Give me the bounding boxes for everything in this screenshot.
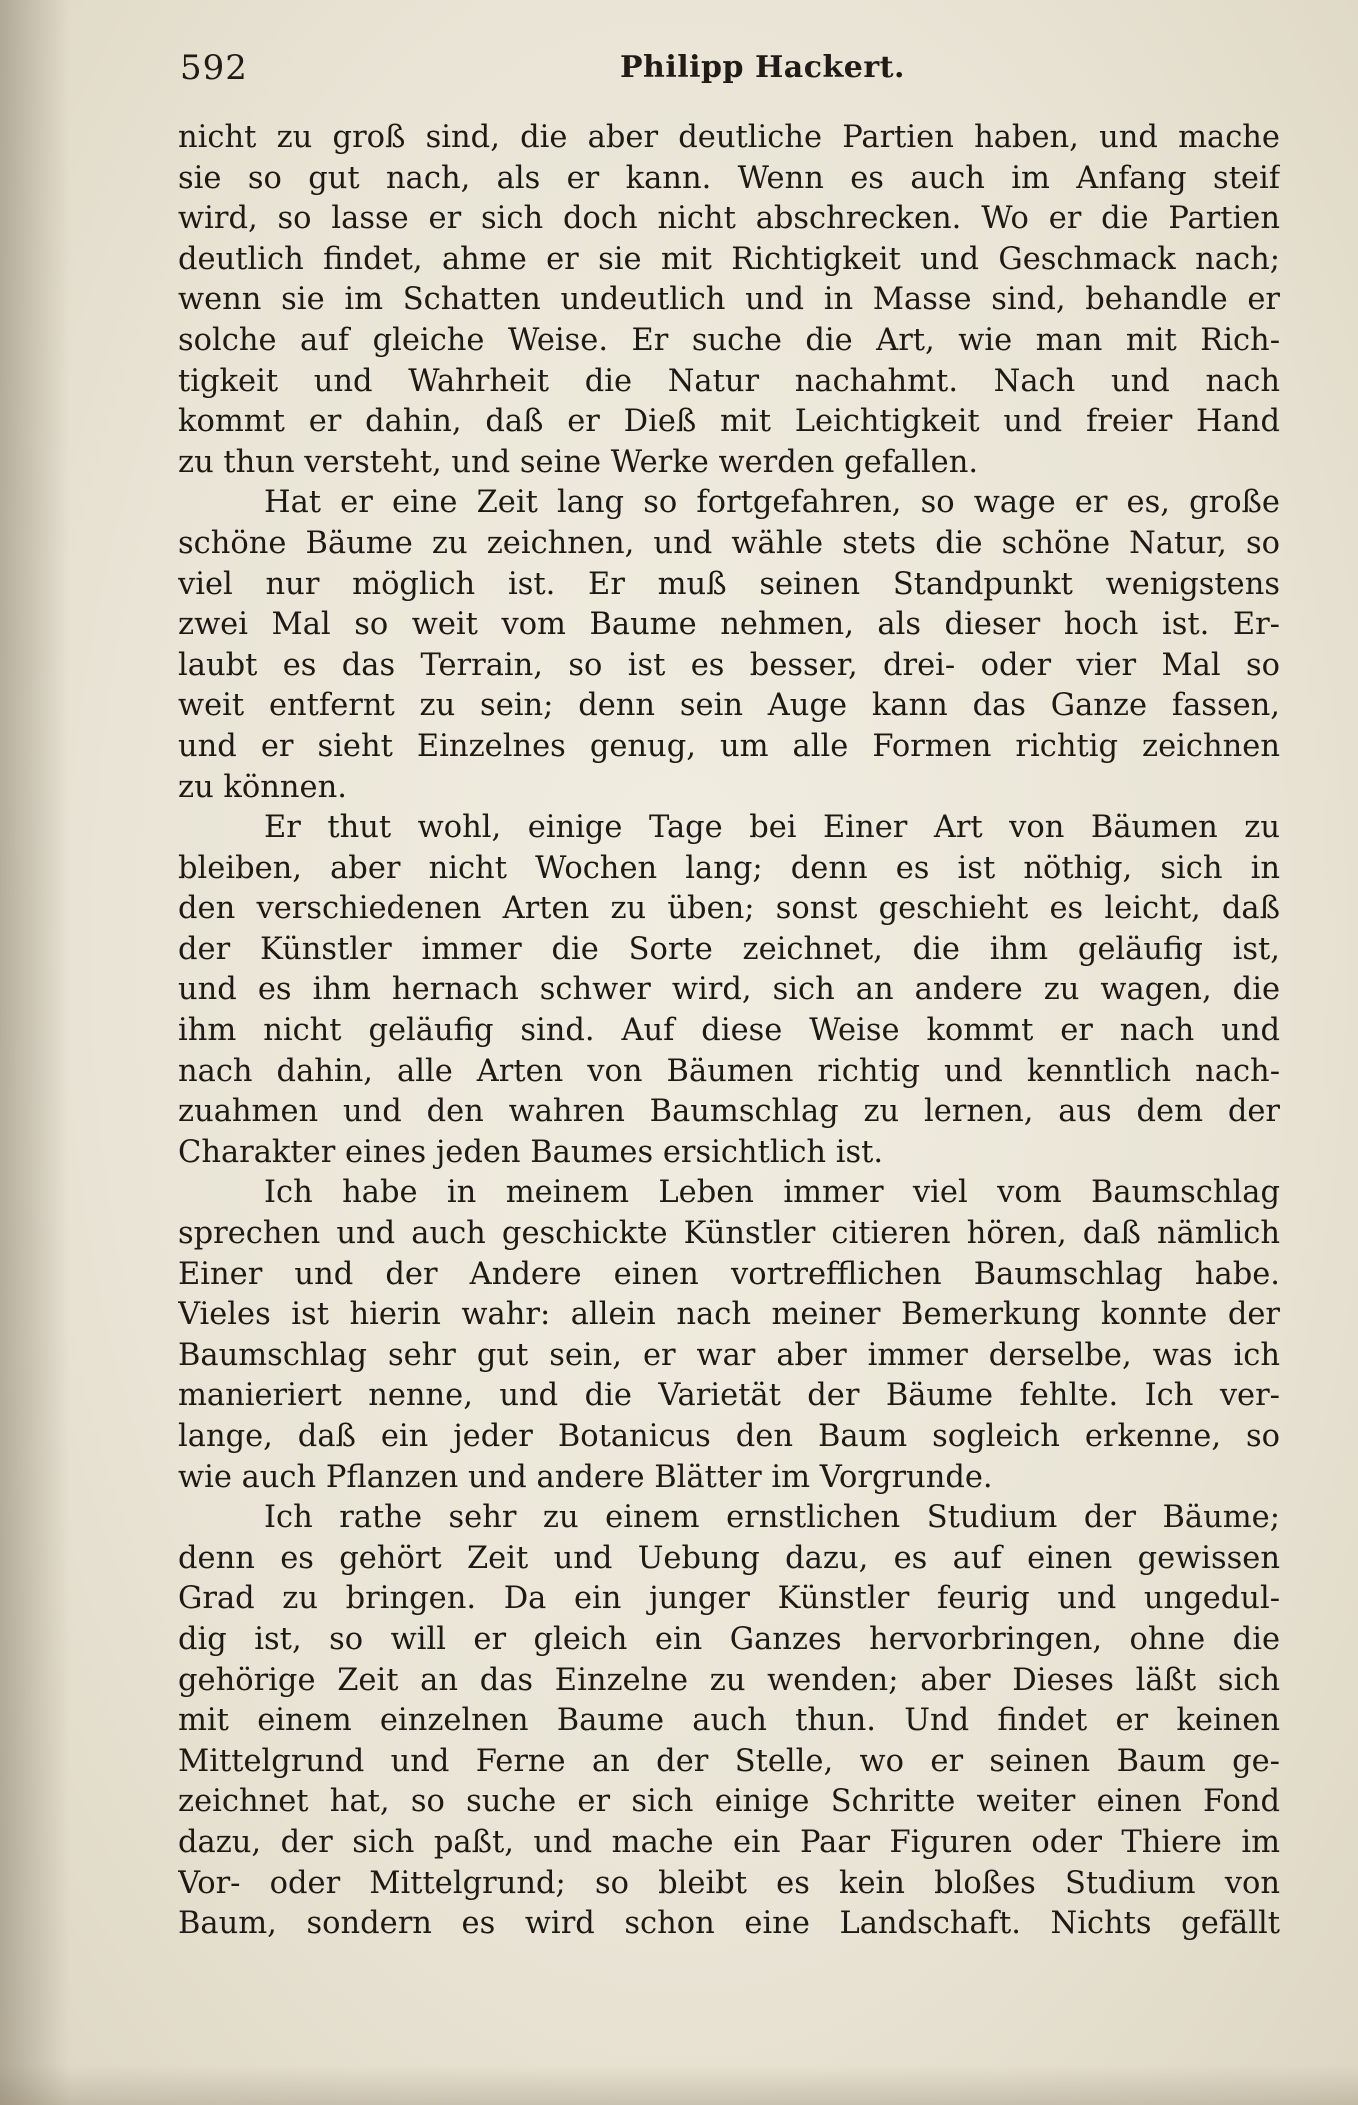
text-line: Vor- oder Mittelgrund; so bleibt es kein bloßes Studium von bbox=[178, 1865, 1280, 1901]
text-line: Mittelgrund und Ferne an der Stelle, wo er seinen Baum ge- bbox=[178, 1743, 1280, 1779]
text-line: der Künstler immer die Sorte zeichnet, die ihm geläufig ist, bbox=[178, 931, 1280, 967]
paragraph-4 bbox=[178, 1173, 1280, 1498]
text-line: manieriert nenne, und die Varietät der Bäume fehlte. Ich ver- bbox=[178, 1378, 1280, 1414]
body-text bbox=[178, 118, 1280, 1945]
text-line: schöne Bäume zu zeichnen, und wähle stets die schöne Natur, so bbox=[178, 525, 1280, 561]
text-line: dazu, der sich paßt, und mache ein Paar Figuren oder Thiere im bbox=[178, 1824, 1280, 1860]
text-line: nicht zu groß sind, die aber deutliche Partien haben, und mache bbox=[178, 120, 1280, 155]
text-line: solche auf gleiche Weise. Er suche die Art, wie man mit Rich- bbox=[178, 322, 1280, 358]
text-line: den verschiedenen Arten zu üben; sonst geschieht es leicht, daß bbox=[178, 891, 1280, 927]
text-line: zu thun versteht, und seine Werke werden gefallen. bbox=[178, 444, 979, 480]
text-line: zu können. bbox=[178, 769, 347, 805]
text-line: Ich habe in meinem Leben immer viel vom Baumschlag bbox=[264, 1175, 1280, 1211]
text-line: wenn sie im Schatten undeutlich und in Masse sind, behandle er bbox=[178, 282, 1280, 318]
page-number: 592 bbox=[180, 48, 248, 88]
text-line: Er thut wohl, einige Tage bei Einer Art von Bäumen zu bbox=[264, 810, 1280, 846]
text-line: weit entfernt zu sein; denn sein Auge kann das Ganze fassen, bbox=[178, 688, 1280, 724]
text-line: Baum, sondern es wird schon eine Landschaft. Nichts gefällt bbox=[178, 1906, 1280, 1942]
text-line: deutlich findet, ahme er sie mit Richtigkeit und Geschmack nach; bbox=[178, 241, 1280, 277]
text-line: sprechen und auch geschickte Künstler citieren hören, daß nämlich bbox=[178, 1216, 1280, 1252]
text-line: laubt es das Terrain, so ist es besser, drei- oder vier Mal so bbox=[178, 647, 1280, 683]
text-line: zuahmen und den wahren Baumschlag zu lernen, aus dem der bbox=[178, 1094, 1280, 1130]
text-line: sie so gut nach, als er kann. Wenn es auch im Anfang steif bbox=[178, 160, 1280, 196]
page-edge-shade bbox=[0, 2065, 1358, 2105]
paragraph-3 bbox=[178, 808, 1280, 1173]
text-line: Baumschlag sehr gut sein, er war aber immer derselbe, was ich bbox=[178, 1337, 1280, 1373]
text-line: Charakter eines jeden Baumes ersichtlich ist. bbox=[178, 1134, 884, 1170]
text-line: zeichnet hat, so suche er sich einige Schritte weiter einen Fond bbox=[178, 1784, 1280, 1820]
text-line: und er sieht Einzelnes genug, um alle Formen richtig zeichnen bbox=[178, 728, 1280, 764]
binding-shadow bbox=[0, 0, 70, 2105]
text-line: kommt er dahin, daß er Dieß mit Leichtigkeit und freier Hand bbox=[178, 404, 1280, 440]
text-line: Ich rathe sehr zu einem ernstlichen Studium der Bäume; bbox=[264, 1500, 1280, 1536]
text-line: nach dahin, alle Arten von Bäumen richtig und kenntlich nach- bbox=[178, 1053, 1280, 1089]
text-line: Einer und der Andere einen vortrefflichen Baumschlag habe. bbox=[178, 1256, 1280, 1292]
text-line: wie auch Pflanzen und andere Blätter im Vorgrunde. bbox=[178, 1459, 993, 1495]
text-line: Grad zu bringen. Da ein junger Künstler feurig und ungedul- bbox=[178, 1581, 1280, 1617]
text-line: denn es gehört Zeit und Uebung dazu, es auf einen gewissen bbox=[178, 1540, 1280, 1576]
page-header bbox=[180, 48, 1280, 108]
text-line: bleiben, aber nicht Wochen lang; denn es ist nöthig, sich in bbox=[178, 850, 1280, 886]
text-line: Vieles ist hierin wahr: allein nach meiner Bemerkung konnte der bbox=[178, 1297, 1280, 1333]
text-line: und es ihm hernach schwer wird, sich an andere zu wagen, die bbox=[178, 972, 1280, 1008]
text-line: lange, daß ein jeder Botanicus den Baum sogleich erkenne, so bbox=[178, 1419, 1280, 1454]
text-line: dig ist, so will er gleich ein Ganzes hervorbringen, ohne die bbox=[178, 1621, 1280, 1657]
text-line: gehörige Zeit an das Einzelne zu wenden; aber Dieses läßt sich bbox=[178, 1662, 1280, 1698]
text-line: tigkeit und Wahrheit die Natur nachahmt. Nach und nach bbox=[178, 363, 1280, 399]
paragraph-5 bbox=[178, 1498, 1280, 1945]
paragraph-2 bbox=[178, 483, 1280, 808]
text-line: ihm nicht geläufig sind. Auf diese Weise kommt er nach und bbox=[178, 1013, 1280, 1049]
text-line: zwei Mal so weit vom Baume nehmen, als dieser hoch ist. Er- bbox=[178, 607, 1280, 643]
text-line: wird, so lasse er sich doch nicht abschrecken. Wo er die Partien bbox=[178, 201, 1280, 237]
text-line: Hat er eine Zeit lang so fortgefahren, so wage er es, große bbox=[264, 485, 1280, 521]
text-line: mit einem einzelnen Baume auch thun. Und findet er keinen bbox=[178, 1703, 1280, 1739]
paragraph-1 bbox=[178, 118, 1280, 483]
running-title: Philipp Hackert. bbox=[620, 50, 905, 85]
text-line: viel nur möglich ist. Er muß seinen Standpunkt wenigstens bbox=[178, 566, 1280, 602]
